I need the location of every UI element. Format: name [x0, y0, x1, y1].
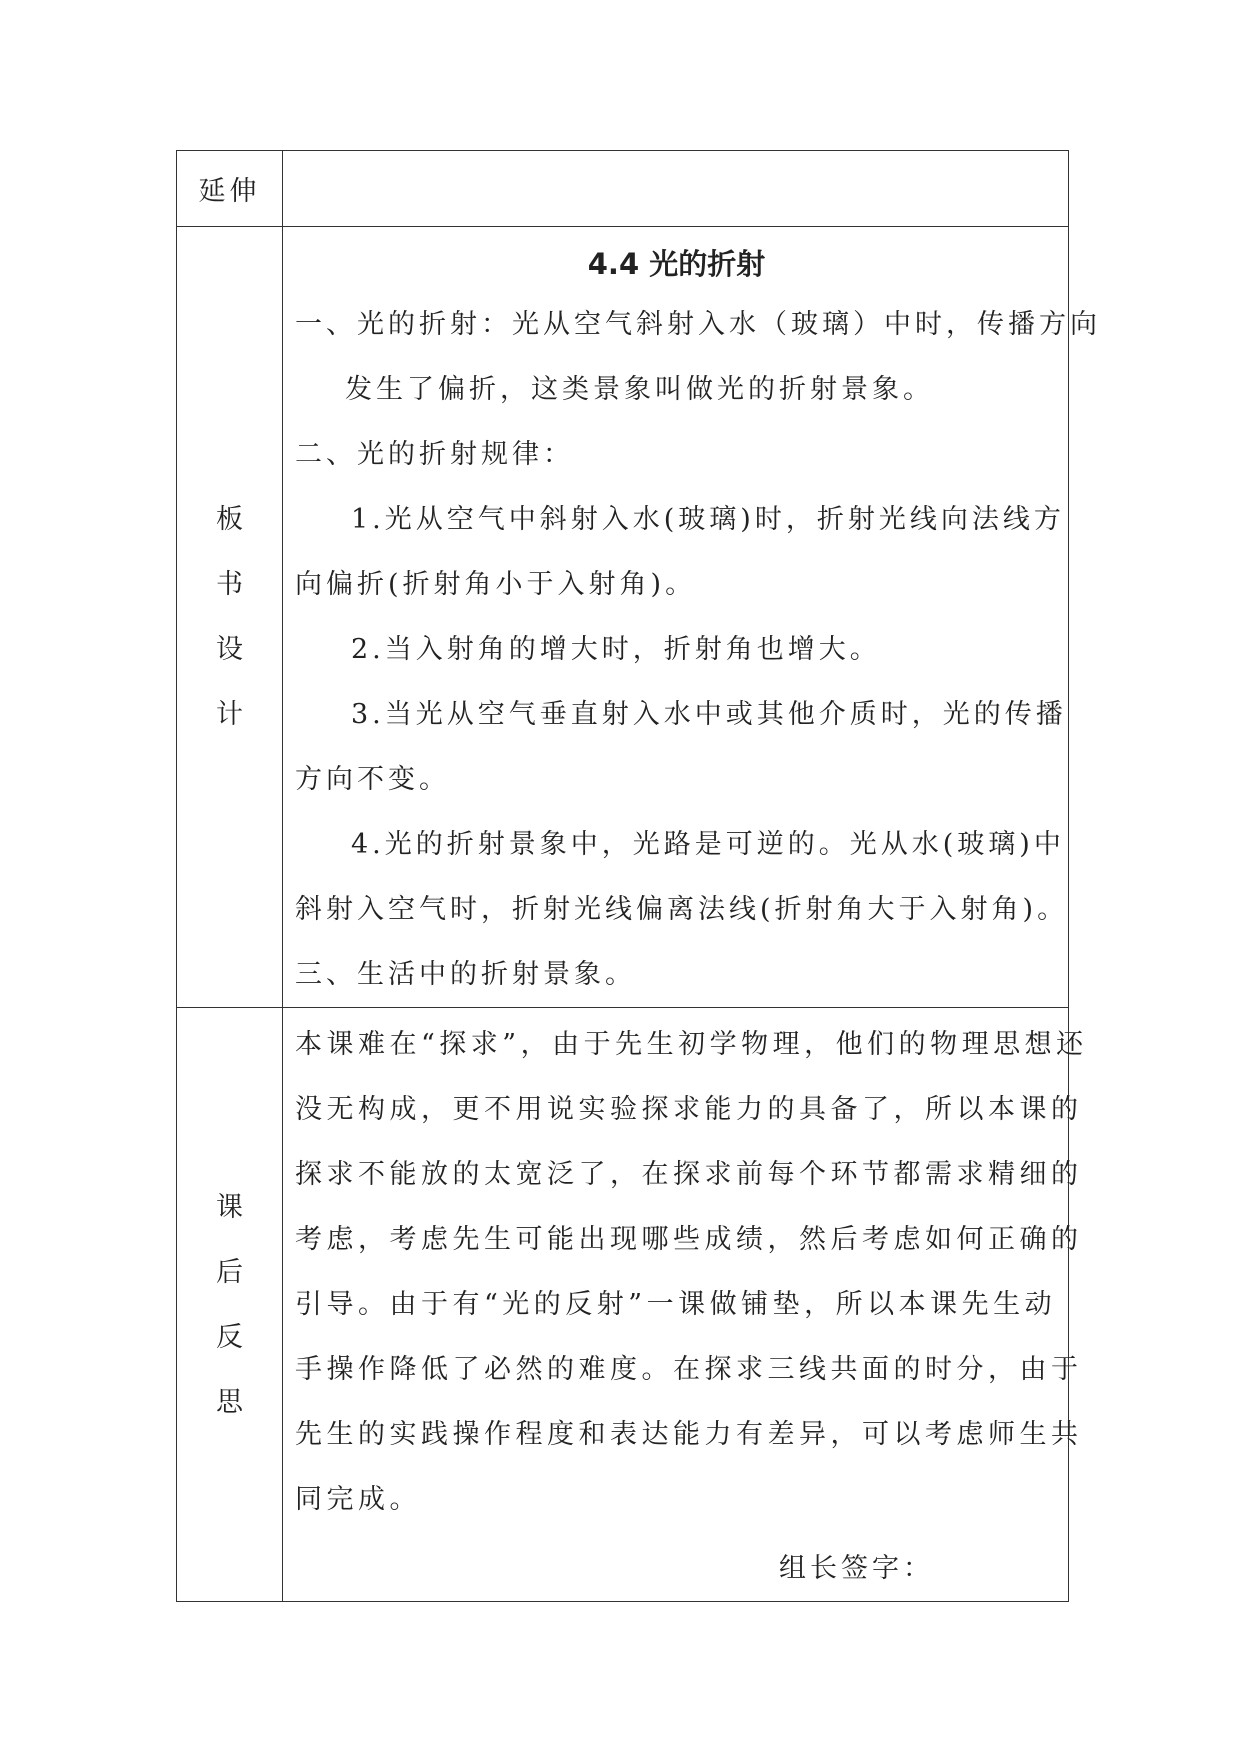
board-line: 2.当入射角的增大时，折射角也增大。: [351, 634, 881, 665]
reflection-content: [295, 1008, 1088, 1601]
board-label-char: 计: [216, 699, 243, 730]
board-design-content-cell: [283, 227, 1101, 1008]
reflection-content-cell: [283, 1008, 1088, 1602]
signature-label: 组长签字：: [779, 1553, 934, 1584]
reflection-line: 没无构成，更不用说实验探求能力的具备了，所以本课的: [295, 1094, 1083, 1125]
reflection-label-char: 反: [216, 1321, 243, 1353]
reflection-label-char: 课: [216, 1191, 243, 1223]
board-design-label-cell: [177, 227, 283, 1008]
extend-row: [177, 151, 1069, 227]
board-content: [295, 227, 1101, 1007]
board-label-char: 板: [216, 504, 243, 535]
reflection-line: 引导。由于有“光的反射”一课做铺垫，所以本课先生动: [295, 1289, 1057, 1320]
board-line: 二、光的折射规律：: [295, 439, 574, 470]
board-line: 斜射入空气时，折射光线偏离法线(折射角大于入射角)。: [295, 894, 1069, 925]
reflection-row: [177, 1008, 1069, 1602]
reflection-line: 同完成。: [295, 1484, 421, 1515]
reflection-label-char: 后: [216, 1256, 243, 1288]
board-line: 方向不变。: [295, 764, 450, 795]
lesson-plan-table: [176, 150, 1101, 1602]
reflection-line: 先生的实践操作程度和表达能力有差异，可以考虑师生共: [295, 1419, 1083, 1450]
board-line: 发生了偏折，这类景象叫做光的折射景象。: [345, 374, 934, 405]
board-line: 三、生活中的折射景象。: [295, 959, 636, 990]
board-line: 3.当光从空气垂直射入水中或其他介质时，光的传播: [351, 699, 1067, 730]
board-design-row: [177, 227, 1069, 1008]
board-title: 4.4 光的折射: [587, 247, 766, 281]
reflection-line: 本课难在“探求”，由于先生初学物理，他们的物理思想还: [295, 1029, 1088, 1060]
reflection-label-char: 思: [216, 1386, 243, 1418]
board-line: 1.光从空气中斜射入水(玻璃)时，折射光线向法线方: [351, 504, 1065, 535]
reflection-line: 探求不能放的太宽泛了，在探求前每个环节都需求精细的: [295, 1159, 1083, 1190]
reflection-label-cell: [177, 1008, 283, 1602]
board-label-char: 书: [216, 569, 243, 600]
board-line: 向偏折(折射角小于入射角)。: [295, 569, 697, 600]
board-line: 4.光的折射景象中，光路是可逆的。光从水(玻璃)中: [351, 829, 1065, 860]
board-label-char: 设: [216, 634, 243, 665]
extend-content-cell: [283, 151, 1069, 227]
reflection-line: 考虑，考虑先生可能出现哪些成绩，然后考虑如何正确的: [295, 1224, 1083, 1255]
reflection-line: 手操作降低了必然的难度。在探求三线共面的时分，由于: [295, 1354, 1083, 1385]
board-line: 一、光的折射：光从空气斜射入水（玻璃）中时，传播方向: [295, 309, 1101, 340]
extend-label-cell: [177, 151, 283, 227]
extend-label: 延伸: [198, 176, 261, 207]
